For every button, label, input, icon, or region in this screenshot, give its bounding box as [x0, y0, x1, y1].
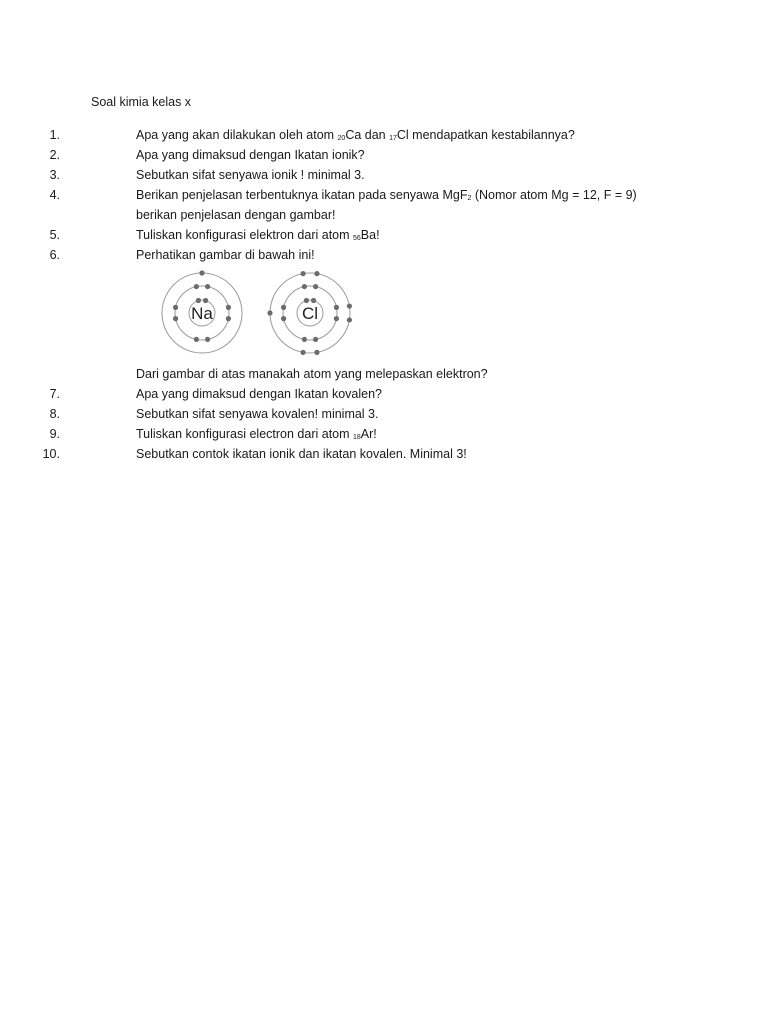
electron: [313, 337, 318, 342]
electron: [173, 305, 178, 310]
electron: [347, 303, 352, 308]
question-number: 7.: [49, 387, 60, 401]
question-number: 6.: [49, 248, 60, 262]
electron: [196, 298, 201, 303]
atom-cl: [267, 271, 352, 355]
question-text: Apa yang dimaksud dengan Ikatan kovalen?: [136, 387, 383, 401]
atomic-number-subscript: 17: [389, 135, 397, 142]
electron: [304, 298, 309, 303]
atomic-number-subscript: 20: [337, 135, 346, 142]
electron: [314, 350, 319, 355]
question-text: Apa yang dimaksud dengan Ikatan ionik?: [136, 148, 365, 162]
electron: [302, 284, 307, 289]
atom-symbol: Cl: [301, 304, 319, 323]
electron: [302, 337, 307, 342]
question-number: 2.: [49, 148, 60, 162]
electron: [194, 337, 199, 342]
question-text: Tuliskan konfigurasi electron dari atom $_{18}$Ar!: [136, 427, 377, 441]
electron: [281, 305, 286, 310]
electron: [300, 350, 305, 355]
question-text: Sebutkan sifat senyawa ionik ! minimal 3.: [136, 168, 365, 182]
electron: [226, 305, 231, 310]
question-text: Sebutkan contok ikatan ionik dan ikatan kovalen. Minimal 3!: [136, 447, 467, 461]
electron: [203, 298, 208, 303]
question-text: Tuliskan konfigurasi elektron dari atom $_{56}$Ba!: [136, 228, 380, 242]
question-text: Sebutkan sifat senyawa kovalen! minimal 3.: [136, 407, 379, 421]
atomic-number-subscript: 2: [467, 195, 472, 202]
question-number: 9.: [49, 427, 60, 441]
electron: [199, 270, 204, 275]
electron: [313, 284, 318, 289]
electron: [281, 316, 286, 321]
electron: [311, 298, 316, 303]
question-text: Berikan penjelasan terbentuknya ikatan pada senyawa MgF$_2$ (Nomor atom Mg = 12, F = 9): [136, 188, 637, 202]
question-number: 5.: [49, 228, 60, 242]
atom-na: [162, 270, 242, 353]
electron: [173, 316, 178, 321]
electron-shell-diagram: [160, 266, 370, 364]
electron: [347, 317, 352, 322]
question-number: 8.: [49, 407, 60, 421]
electron: [334, 305, 339, 310]
question-number: 10.: [42, 447, 60, 461]
question-number: 3.: [49, 168, 60, 182]
electron: [300, 271, 305, 276]
atom-symbol: Na: [191, 304, 213, 323]
electron: [314, 271, 319, 276]
electron: [267, 310, 272, 315]
document-title: Soal kimia kelas x: [91, 95, 192, 109]
figure-question: Dari gambar di atas manakah atom yang melepaskan elektron?: [136, 367, 488, 381]
question-number: 4.: [49, 188, 60, 202]
electron: [334, 316, 339, 321]
atomic-number-subscript: 18: [353, 434, 361, 441]
question-text: Apa yang akan dilakukan oleh atom $_{20}$Ca dan $_{17}$Cl mendapatkan kestabilannya?: [136, 128, 575, 142]
question-number: 1.: [49, 128, 60, 142]
question-text: Perhatikan gambar di bawah ini!: [136, 248, 315, 262]
atomic-number-subscript: 56: [353, 235, 361, 242]
question-continuation: berikan penjelasan dengan gambar!: [136, 208, 336, 222]
electron: [194, 284, 199, 289]
electron: [226, 316, 231, 321]
electron: [205, 284, 210, 289]
electron: [205, 337, 210, 342]
